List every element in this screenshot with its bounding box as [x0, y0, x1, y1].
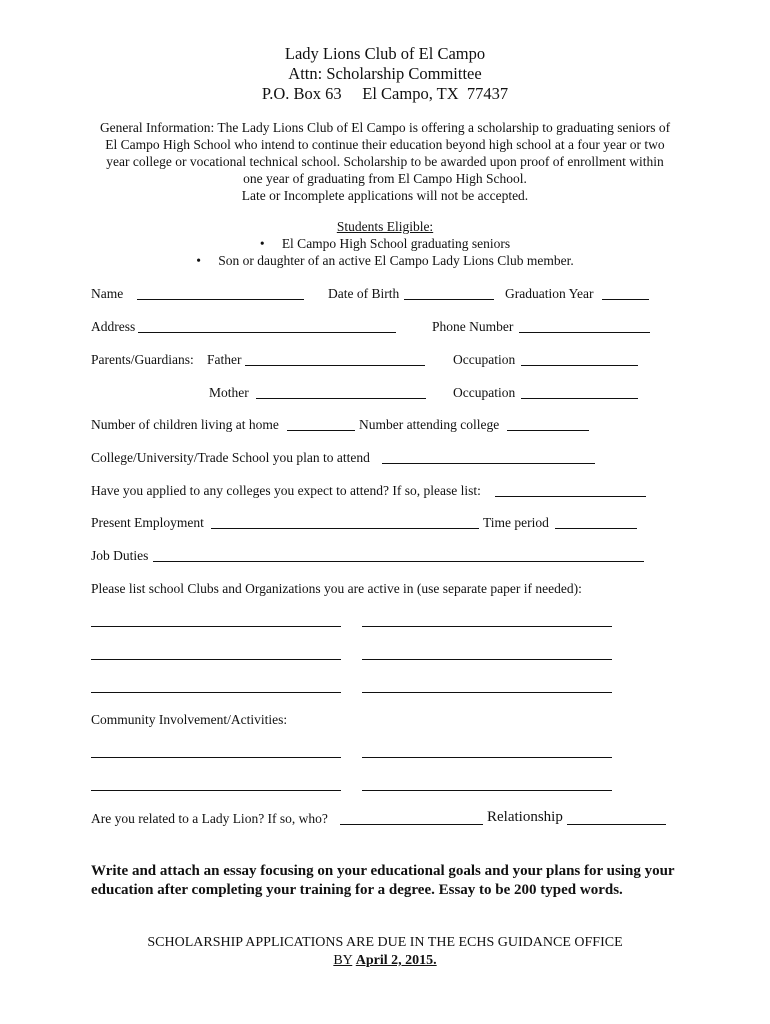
college-plan-label: College/University/Trade School you plan to attend	[91, 450, 370, 465]
job-duties-field[interactable]	[153, 561, 644, 562]
community-field-1[interactable]	[91, 757, 341, 758]
children-home-label: Number of children living at home	[91, 417, 279, 432]
phone-field[interactable]	[519, 332, 650, 333]
community-field-4[interactable]	[362, 790, 612, 791]
children-home-field[interactable]	[287, 430, 355, 431]
due-date-line	[0, 952, 770, 970]
phone-label: Phone Number	[432, 319, 514, 334]
time-period-field[interactable]	[555, 528, 637, 529]
general-info-line-1: General Information: The Lady Lions Club of El Campo is offering a scholarship to graduating seniors of	[99, 120, 671, 135]
general-info-line-2: El Campo High School who intend to continue their education beyond high school at a four year or two	[105, 137, 665, 152]
applied-label: Have you applied to any colleges you expect to attend? If so, please list:	[91, 483, 481, 498]
general-info-line-5: Late or Incomplete applications will not be accepted.	[241, 188, 529, 203]
due-date: April 2, 2015.	[355, 953, 437, 968]
father-label: Father	[207, 352, 242, 367]
job-duties-label: Job Duties	[91, 548, 149, 563]
employment-label: Present Employment	[91, 515, 204, 530]
relationship-field[interactable]	[567, 824, 666, 825]
name-label: Name	[91, 286, 124, 301]
dob-label: Date of Birth	[328, 286, 400, 301]
related-label: Are you related to a Lady Lion? If so, who?	[91, 811, 328, 826]
community-field-2[interactable]	[362, 757, 612, 758]
clubs-field-1[interactable]	[91, 626, 341, 627]
mother-label: Mother	[209, 385, 249, 400]
time-period-label: Time period	[483, 515, 549, 530]
eligibility-item-2	[0, 252, 770, 269]
attending-college-field[interactable]	[507, 430, 589, 431]
clubs-field-3[interactable]	[91, 659, 341, 660]
essay-instruction: Write and attach an essay focusing on your educational goals and your plans for using your education after completing your training for a degree. Essay to be 200 typed words.	[91, 863, 675, 898]
general-info-line-3: year college or vocational technical school. Scholarship to be awarded upon proof of enrollment within	[106, 154, 664, 169]
mother-occupation-field[interactable]	[521, 398, 638, 399]
community-label: Community Involvement/Activities:	[91, 712, 288, 727]
clubs-label: Please list school Clubs and Organizations you are active in (use separate paper if needed):	[91, 581, 582, 596]
mother-occupation-label: Occupation	[453, 385, 516, 400]
attending-college-label: Number attending college	[359, 417, 500, 432]
header-club-name: Lady Lions Club of El Campo	[284, 44, 486, 63]
grad-year-label: Graduation Year	[505, 286, 594, 301]
father-occupation-label: Occupation	[453, 352, 516, 367]
eligibility-heading: Students Eligible:	[336, 219, 434, 234]
relationship-label: Relationship	[487, 809, 563, 825]
college-plan-field[interactable]	[382, 463, 595, 464]
father-occupation-field[interactable]	[521, 365, 638, 366]
applied-field[interactable]	[495, 496, 646, 497]
bullet-icon: •	[196, 253, 202, 268]
name-field[interactable]	[137, 299, 304, 300]
clubs-field-6[interactable]	[362, 692, 612, 693]
related-field[interactable]	[340, 824, 483, 825]
parents-label: Parents/Guardians:	[91, 352, 194, 367]
grad-year-field[interactable]	[602, 299, 649, 300]
header-address: P.O. Box 63 El Campo, TX 77437	[261, 84, 509, 103]
clubs-field-2[interactable]	[362, 626, 612, 627]
eligibility-item-1	[0, 235, 770, 252]
header-attention: Attn: Scholarship Committee	[288, 64, 482, 83]
employment-field[interactable]	[211, 528, 479, 529]
clubs-field-5[interactable]	[91, 692, 341, 693]
address-label: Address	[91, 319, 136, 334]
clubs-field-4[interactable]	[362, 659, 612, 660]
eligibility-item-2-text: Son or daughter of an active El Campo Lady Lions Club member.	[218, 253, 574, 268]
community-field-3[interactable]	[91, 790, 341, 791]
address-field[interactable]	[138, 332, 396, 333]
father-field[interactable]	[245, 365, 425, 366]
mother-field[interactable]	[256, 398, 426, 399]
due-notice: SCHOLARSHIP APPLICATIONS ARE DUE IN THE ECHS GUIDANCE OFFICE	[147, 935, 623, 950]
eligibility-item-1-text: El Campo High School graduating seniors	[281, 236, 511, 251]
dob-field[interactable]	[404, 299, 494, 300]
due-by: BY	[333, 953, 353, 968]
general-info-line-4: one year of graduating from El Campo High School.	[243, 171, 527, 186]
bullet-icon: •	[259, 236, 265, 251]
